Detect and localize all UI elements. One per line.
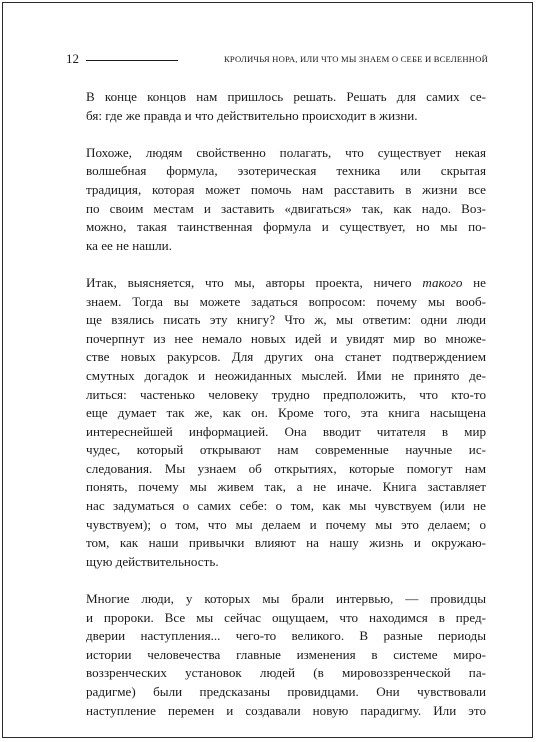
page-number: 12 (66, 51, 79, 66)
text-line: Похоже, людям свойственно полагать, что существует некая (86, 144, 486, 160)
text-line: смутных догадок и неожиданных мыслей. Ими не принято де- (86, 367, 486, 383)
text-line: волшебная формула, эзотерическая техника или скрытая (86, 163, 486, 179)
paragraph (86, 88, 486, 125)
text-line: дверии наступления... чего-то великого. В разные периоды (86, 628, 486, 644)
text-line: следования. Мы узнаем об открытиях, которые помогут нам (86, 460, 486, 476)
text-line: радигме) были предсказаны провидцами. Они чувствовали (86, 684, 486, 699)
text-line: можно, такая таинственная формула и существует, но мы по- (86, 219, 486, 235)
text-line: истории человечества главные изменения в системе миро- (86, 646, 486, 662)
body-text (86, 88, 486, 739)
text-line: В конце концов нам пришлось решать. Решать для самих се- (86, 89, 486, 104)
text-line: щую действительность. (86, 553, 219, 569)
text-line: ще взялись писать эту книгу? Что ж, мы ответим: одни люди (86, 312, 486, 328)
running-title: КРОЛИЧЬЯ НОРА, ИЛИ ЧТО МЫ ЗНАЕМ О СЕБЕ И ВСЕЛЕННОЙ (224, 54, 488, 64)
text-line: том, как наши привычки влияют на нашу жизнь и окружаю- (86, 535, 486, 551)
text-line: и пророки. Все мы сейчас ощущаем, что находимся в пред- (86, 609, 486, 625)
text-line: стве новых ракурсов. Для других она станет подтверждением (86, 349, 486, 365)
text-line: еще думает так же, как он. Кроме того, эта книга насыщена (86, 405, 486, 421)
text-line: ка ее не нашли. (86, 237, 172, 253)
text-line: литься: частенько человеку трудно предположить, что кто-то (86, 386, 486, 402)
paragraph (86, 590, 486, 720)
text-line: интереснейшей информацией. Она вводит читателя в мир (86, 423, 486, 439)
text-line: бя: где же правда и что действительно происходит в жизни. (86, 107, 418, 123)
text-line: Многие люди, у которых мы брали интервью, — провидцы (86, 591, 486, 607)
text-segment: Итак, выясняется, что мы, авторы проекта, ничего (86, 274, 412, 290)
text-line (86, 274, 486, 293)
text-line: по своим местам и заставить «двигаться» так, как надо. Воз- (86, 200, 486, 216)
text-line: наступление перемен и создавали новую парадигму. Или это (86, 702, 486, 718)
header-rule (86, 60, 178, 61)
text-line: нас задуматься о самих себе: о том, как мы чувствуем (или не (86, 498, 486, 514)
page-header (66, 51, 488, 67)
text-line: почерпнут из нее немало новых идей и увидят мир во множе- (86, 330, 486, 346)
text-line: воззренческих установок людей (в мировоззренческой па- (86, 665, 486, 681)
paragraph (86, 274, 486, 572)
text-line: знаем. Тогда вы можете задаться вопросом: почему мы вооб- (86, 293, 486, 309)
text-line: чудес, который открывают нам современные научные ис- (86, 442, 486, 458)
text-line: понять, почему мы живем так, а не иначе. Книга заставляет (86, 479, 486, 495)
text-segment: не (473, 274, 486, 290)
text-line: традиция, которая может помочь нам расставить в жизни все (86, 181, 486, 197)
text-line: чувствуем); о том, что мы делаем и почему мы это делаем; о (86, 516, 486, 532)
paragraph (86, 144, 486, 256)
italic-word: такого (422, 274, 463, 290)
